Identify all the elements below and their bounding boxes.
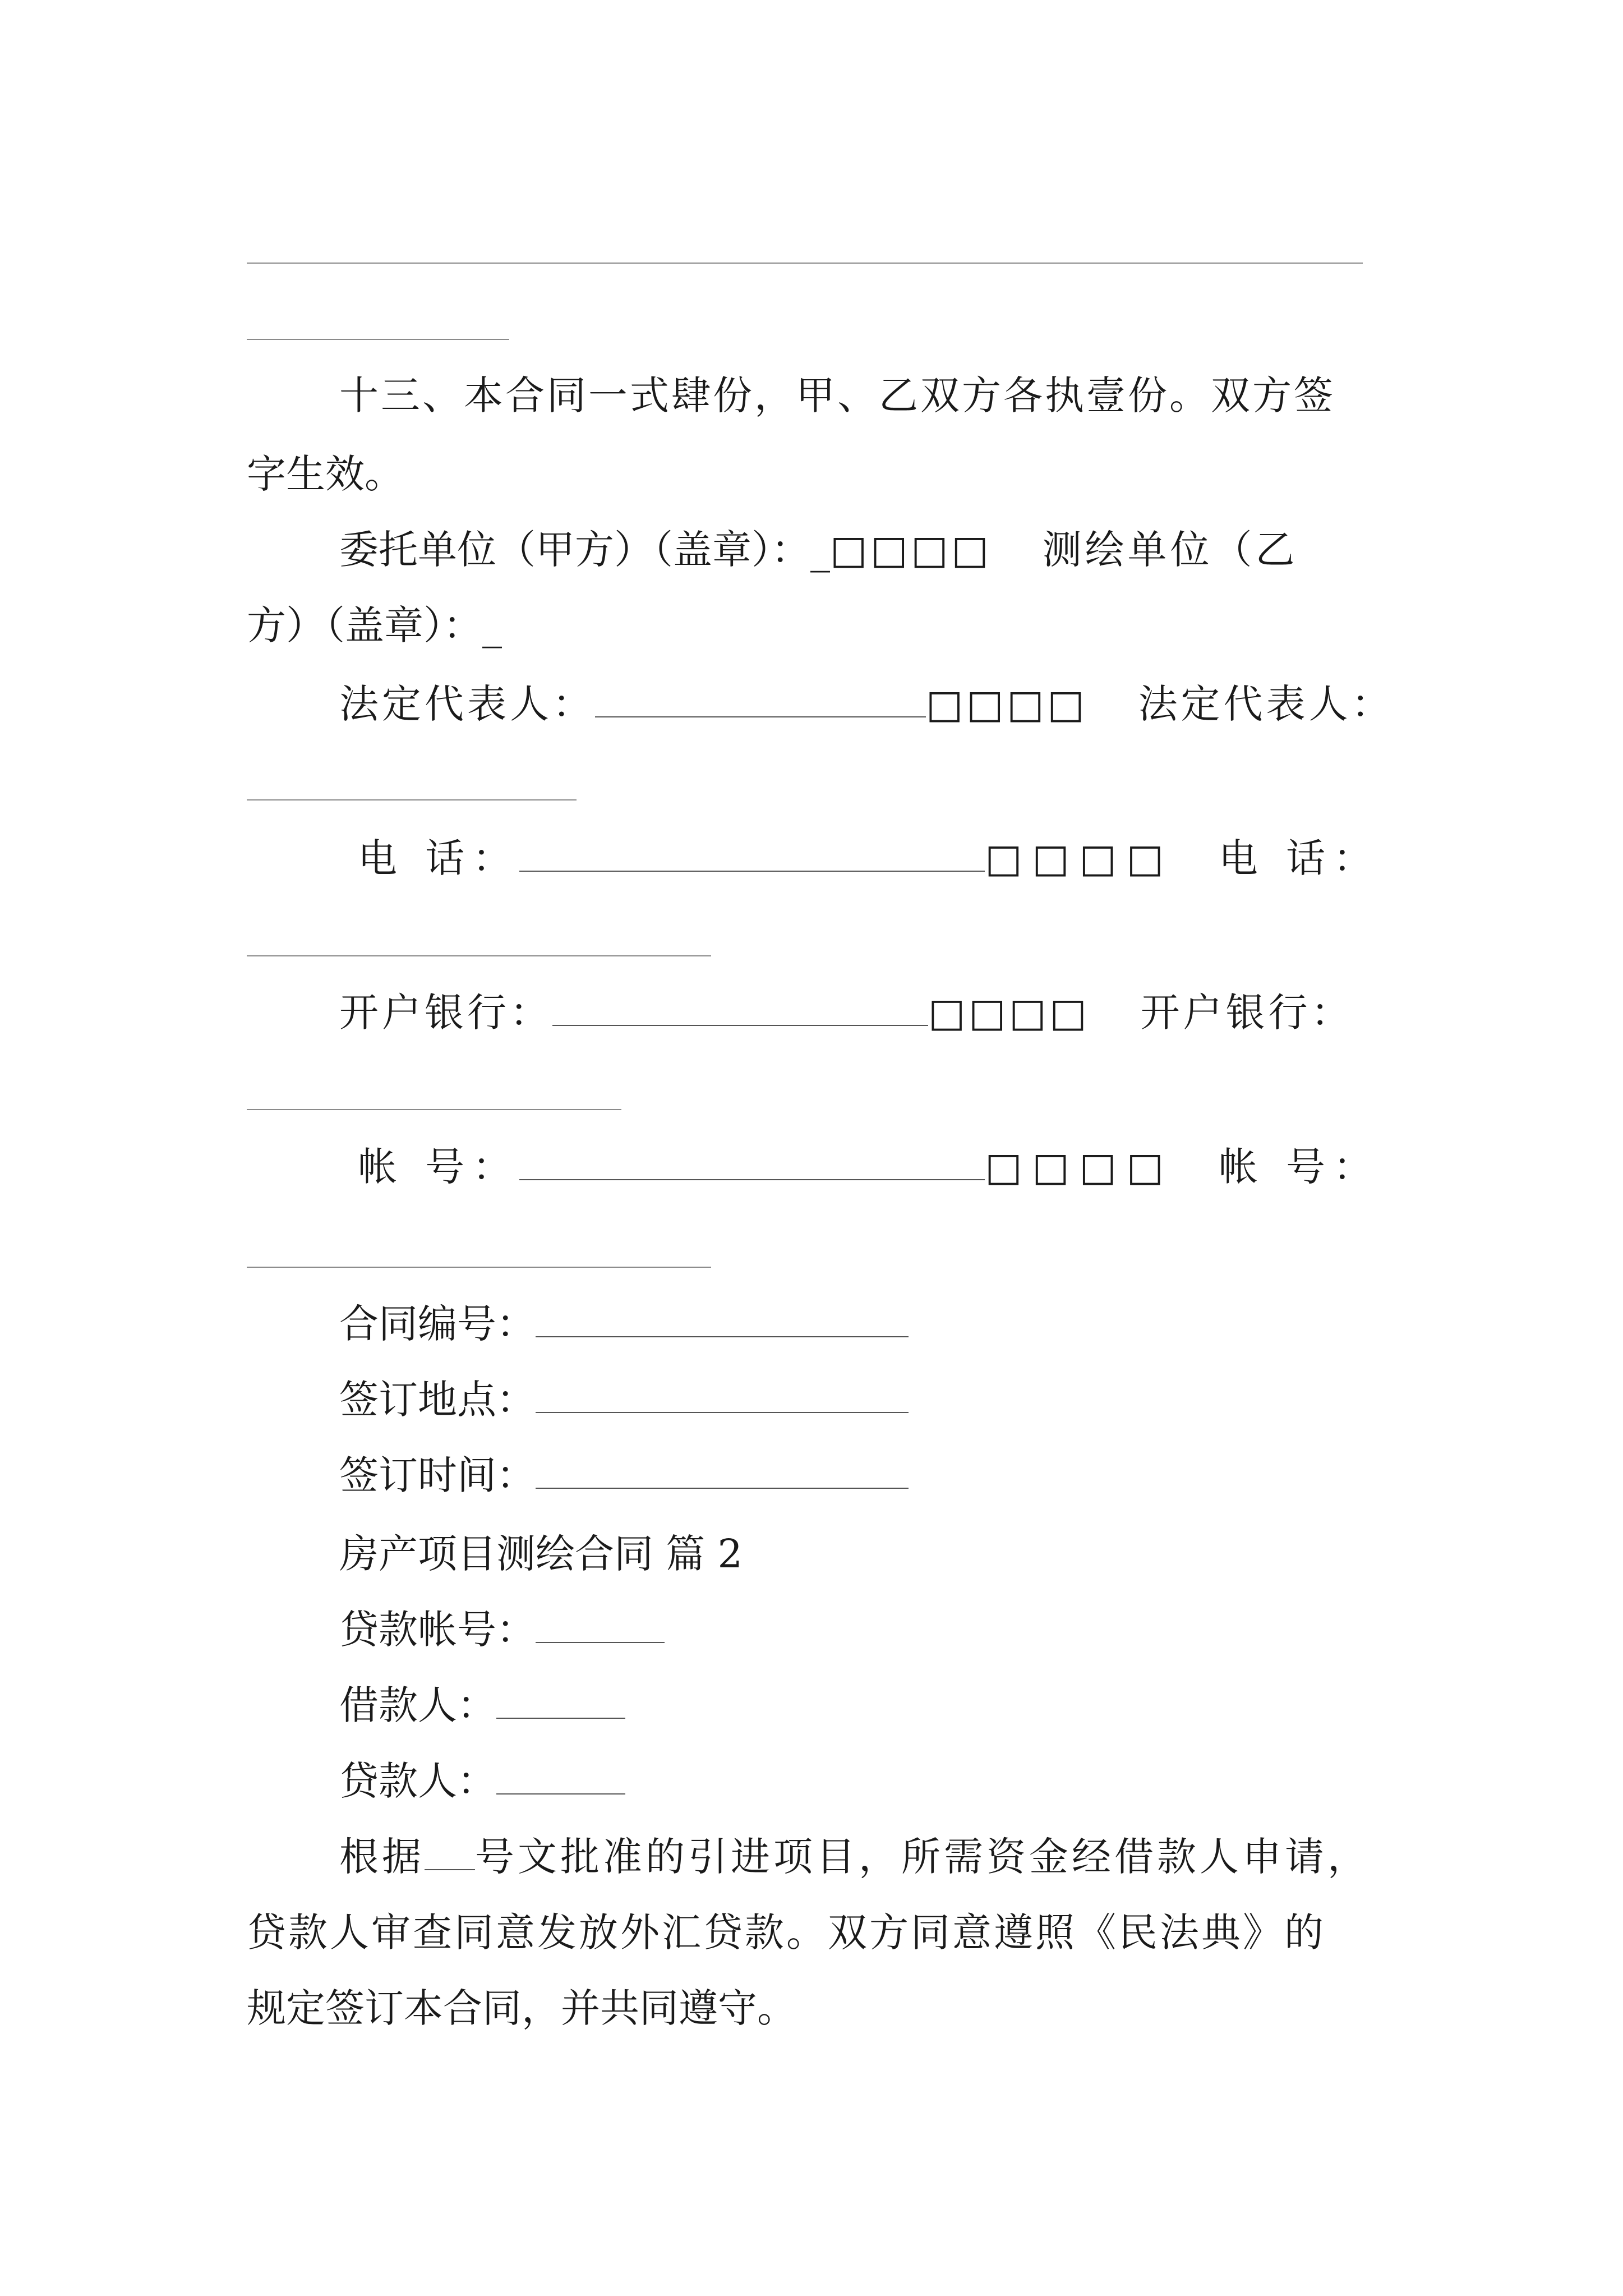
basis-line-3: 规定签订本合同，并共同遵守。 <box>247 1985 796 2031</box>
account-label-b: 帐 号： <box>1218 1144 1381 1190</box>
contract-no-label: 合同编号： <box>339 1301 536 1347</box>
bank-label-b: 开户银行： <box>1140 990 1354 1036</box>
loan-account-label: 贷款帐号： <box>339 1607 536 1653</box>
placeholder-boxes: □□□□ <box>926 681 1088 727</box>
entrusting-unit-label: 委托单位（甲方）（盖章）：_ <box>339 527 830 573</box>
sign-time-label: 签订时间： <box>339 1452 536 1498</box>
legal-rep-b-field[interactable] <box>247 799 577 800</box>
borrower-row <box>339 1680 1478 1731</box>
basis-line-1 <box>339 1832 1478 1882</box>
sign-place-field[interactable] <box>536 1377 909 1413</box>
bank-a-field[interactable] <box>552 990 928 1026</box>
sign-place-label: 签订地点： <box>339 1377 536 1423</box>
bank-row <box>339 987 1478 1038</box>
borrower-label: 借款人： <box>339 1682 496 1728</box>
surveying-unit-label: 测绘单位（乙 <box>1042 527 1298 573</box>
account-row <box>358 1142 1496 1192</box>
sign-time-row <box>339 1450 1478 1501</box>
document-number-field[interactable] <box>425 1834 475 1870</box>
placeholder-boxes: □□□□ <box>928 990 1090 1036</box>
account-label-a: 帐 号： <box>358 1144 520 1190</box>
loan-account-field[interactable] <box>536 1607 665 1643</box>
clause-13-line-1: 十三、本合同一式肆份，甲、乙双方各执壹份。双方签 <box>339 372 1335 418</box>
phone-row <box>358 833 1496 884</box>
legal-rep-a-field[interactable] <box>595 682 926 717</box>
section-title: 房产项目测绘合同 篇 2 <box>339 1531 743 1577</box>
loan-account-row <box>339 1604 1478 1655</box>
phone-a-field[interactable] <box>519 836 985 872</box>
legal-rep-label-a: 法定代表人： <box>339 681 595 727</box>
account-a-field[interactable] <box>519 1144 985 1180</box>
sign-time-field[interactable] <box>536 1453 909 1489</box>
contract-no-field[interactable] <box>536 1301 909 1337</box>
placeholder-boxes: □□□□ <box>985 1144 1174 1190</box>
blank-rule <box>247 263 1363 264</box>
bank-b-field[interactable] <box>247 1109 621 1110</box>
phone-b-field[interactable] <box>247 955 711 956</box>
placeholder-boxes: □□□□ <box>830 527 992 573</box>
lender-label: 贷款人： <box>339 1758 496 1804</box>
basis-line-2: 贷款人审查同意发放外汇贷款。双方同意遵照《民法典》的 <box>247 1910 1326 1955</box>
borrower-field[interactable] <box>496 1683 625 1719</box>
contract-no-row <box>339 1299 1478 1349</box>
clause-13-line-2: 字生效。 <box>247 451 404 497</box>
basis-part-2: 号文批准的引进项目，所需资金经借款人申请， <box>475 1834 1370 1880</box>
legal-rep-label-b: 法定代表人： <box>1138 681 1394 727</box>
blank-rule <box>247 339 509 340</box>
sign-place-row <box>339 1374 1478 1425</box>
lender-field[interactable] <box>496 1759 625 1795</box>
legal-rep-row <box>339 679 1478 729</box>
account-b-field[interactable] <box>247 1267 711 1268</box>
basis-part-1: 根据 <box>339 1834 425 1880</box>
lender-row <box>339 1756 1478 1806</box>
phone-label-a: 电 话： <box>358 835 520 881</box>
phone-label-b: 电 话： <box>1218 835 1381 881</box>
bank-label-a: 开户银行： <box>339 990 552 1036</box>
entrusting-unit-row <box>339 524 1478 575</box>
placeholder-boxes: □□□□ <box>985 835 1174 881</box>
surveying-unit-cont: 方）（盖章）：_ <box>247 602 502 648</box>
